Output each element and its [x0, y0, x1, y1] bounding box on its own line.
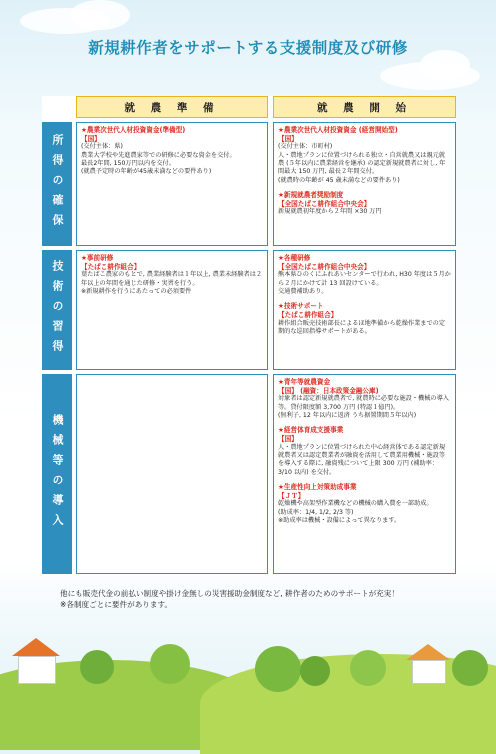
cell-equipment-start	[273, 374, 456, 574]
program-block	[278, 191, 451, 217]
program-text: 耕作組合販売技術部長によるほ地準備から乾燥作業までの定期的な巡回指導サポートがある。	[278, 319, 446, 335]
program-block	[278, 426, 451, 477]
program-note: ※助成率は機械・設備によって異なります。	[278, 517, 401, 525]
program-text: 新規就農初年度から２年間 ×30 万円	[278, 208, 382, 216]
program-heading: ★経営体育成支援事業	[278, 426, 344, 435]
program-provider: 【国】	[278, 435, 298, 443]
program-block	[81, 254, 263, 296]
program-heading: ★農業次世代人材投資資金(準備型)	[81, 126, 186, 134]
program-provider: 【国】	[278, 134, 298, 143]
program-block	[278, 378, 451, 420]
tree	[300, 656, 330, 686]
header-start: 就 農 開 始	[273, 96, 456, 118]
program-provider: 【国】 (融資：日本政策金融公庫)	[278, 386, 379, 395]
cell-skills-preparation	[76, 250, 268, 370]
program-heading: ★各種研修	[278, 254, 311, 262]
row-label-income: 所得の確保	[42, 122, 72, 246]
cell-skills-start	[273, 250, 456, 370]
support-table	[42, 96, 456, 576]
program-text: 対象者は認定新規就農者で, 就農時に必要な施設・機械の導入等。貸付限度額 3,700 万円 (特認１億円)。	[278, 395, 449, 411]
program-text: (助成率：1/4, 1/2, 2/3 等)	[278, 508, 354, 516]
program-provider: 【たばこ耕作組合】	[81, 262, 141, 271]
house	[412, 660, 446, 684]
program-provider: 【たばこ耕作組合】	[278, 311, 338, 319]
program-provider: 【国】	[81, 134, 101, 143]
program-heading: ★青年等就農資金	[278, 378, 331, 386]
program-heading: ★新規就農者奨励制度	[278, 191, 344, 200]
program-provider: 【ＪＴ】	[278, 491, 305, 500]
cell-income-start	[273, 122, 456, 246]
program-text: 人・農地プランに位置づけられた中心経営体である認定新規就農者又は認定農業者が融資を活用して農業用機械・施設等を導入する際に, 融資残について上限 300 万円 (補助率：3/10 以内) を交付。	[278, 443, 446, 476]
tree	[452, 650, 488, 686]
program-text: 乾燥機や高架型作業機などの機械の購入費を一部助成。	[278, 500, 433, 508]
program-block	[278, 483, 451, 525]
program-heading: ★技術サポート	[278, 302, 324, 311]
program-text: (無利子, 12 年以内に返済 うち据置期間５年以内)	[278, 412, 417, 419]
cell-income-preparation	[76, 122, 268, 246]
program-text: (就農時の年齢が 45 歳未満などの要件あり)	[278, 176, 400, 184]
footer-note	[60, 588, 480, 610]
tree	[255, 646, 301, 692]
footer-caveat: ※各制度ごとに要件があります。	[60, 600, 173, 609]
program-block	[81, 126, 263, 177]
tree	[350, 650, 386, 686]
header-preparation: 就 農 準 備	[76, 96, 268, 118]
program-note: ※新規耕作を行うにあたっての必須要件	[81, 288, 192, 295]
program-block	[278, 302, 451, 336]
program-text: (交付主体：市町村)	[278, 143, 333, 151]
row-label-equipment: 機械等の導入	[42, 374, 72, 574]
house-roof	[406, 644, 450, 660]
program-text: 最長2年間, 150万円以内を交付。	[81, 160, 175, 167]
program-block	[278, 126, 451, 185]
landscape-illustration	[0, 620, 496, 702]
cloud-decoration	[70, 0, 130, 30]
program-text: (就農予定時の年齢が45歳未満などの要件あり)	[81, 168, 212, 176]
program-text: 熊本県ひのくにふれあいセンターで行われ, H30 年度は５月から２月にかけて計 13 回設けている。	[278, 271, 451, 287]
program-provider: 【全国たばこ耕作組合中央会】	[278, 199, 371, 208]
page-title: 新規耕作者をサポートする支援制度及び研修	[88, 39, 408, 57]
program-provider: 【全国たばこ耕作組合中央会】	[278, 262, 371, 271]
program-text: 農業大学校や先進農家等での研修に必要な資金を交付。	[81, 151, 236, 159]
program-text: 交通費補助あり。	[278, 288, 328, 295]
house-roof	[12, 638, 60, 656]
program-heading: ★農業次世代人材投資資金 (経営開始型)	[278, 126, 398, 134]
tree	[150, 644, 190, 684]
program-block	[278, 254, 451, 296]
program-text: 葉たばこ農家のもとで, 農業経験者は１年以上, 農業未経験者は２年以上の年間を通じた研修・実習を行う。	[81, 271, 263, 287]
program-heading: ★事前研修	[81, 254, 114, 262]
row-label-skills: 技術の習得	[42, 250, 72, 370]
program-text: (交付主体：県)	[81, 143, 123, 151]
house	[18, 656, 56, 684]
cell-equipment-preparation	[76, 374, 268, 574]
program-heading: ★生産性向上対策助成事業	[278, 483, 357, 492]
tree	[80, 650, 114, 684]
footer-line: 他にも販売代金の前払い制度や掛け金無しの災害援助金制度など, 耕作者のためのサポートが充実！	[60, 589, 399, 598]
program-text: 人・農地プランに位置づけられる独立・自営就農又は親元就農 (５年以内に農業経営を継承) の認定新規就農者に対し, 年間最大 150 万円, 最長２年間交付。	[278, 151, 446, 176]
